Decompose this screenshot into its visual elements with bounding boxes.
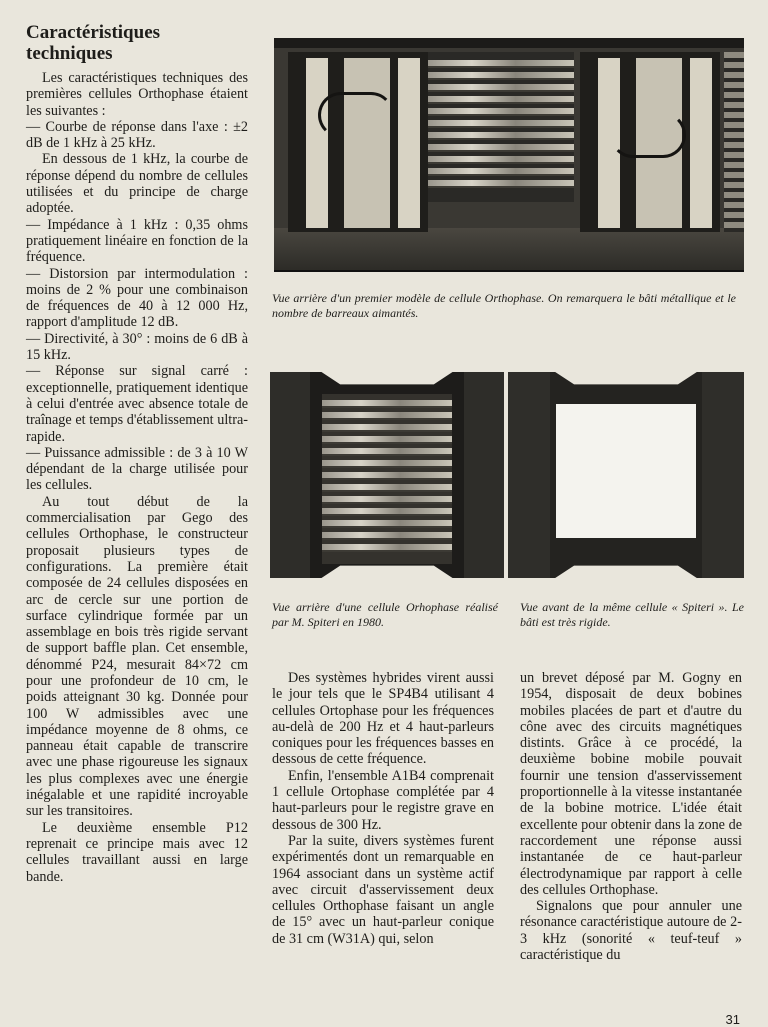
caption-right-photo: Vue avant de la même cellule « Spiteri ». Le bâti est très rigide.: [520, 600, 744, 629]
photo-spiteri-rear: [270, 372, 504, 578]
paragraph: Au tout début de la commercialisation par Gego des cellules Orthophase, le constructeur proposait plusieurs types de configurations. La première était composée de 24 cellules disposées en arc de cercle sur une portion de surface cylindrique formée par un assemblage en bois très rigide servant de support baffle plan. Cet ensemble, dénommé P24, mesurait 84×72 cm pour une profondeur de 10 cm, le poids atteignant 30 kg. Donnée pour 100 W admissibles avec une impédance moyenne de 8 ohms, ce panneau était capable de transcrire avec une phase rigoureuse les signaux les plus complexes avec une énergie inégalable et une rapidité incroyable sur les transitoires.: [26, 493, 248, 820]
caption-top-photo: Vue arrière d'un premier modèle de cellule Orthophase. On remarquera le bâti métallique et le nombre de barreaux aimantés.: [272, 291, 736, 320]
column-1: [26, 22, 248, 885]
photo-spiteri-front: [508, 372, 744, 578]
paragraph: Le deuxième ensemble P12 reprenait ce principe mais avec 12 cellules travaillant aussi en large bande.: [26, 819, 248, 885]
paragraph: Enfin, l'ensemble A1B4 comprenait 1 cellule Ortophase complétée par 4 haut-parleurs pour le registre grave en dessous de 300 Hz.: [272, 767, 494, 833]
paragraph: — Distorsion par intermodulation : moins de 2 % pour une combinaison de fréquences de 40 à 12 000 Hz, rapport d'amplitude 12 dB.: [26, 265, 248, 331]
column-2: [272, 670, 494, 947]
paragraph: Des systèmes hybrides virent aussi le jour tels que le SP4B4 utilisant 4 cellules Ortophase pour les fréquences au-delà de 200 Hz et 4 haut-parleurs coniques pour les fréquences basses en dessous de cette fréquence.: [272, 670, 494, 768]
paragraph: — Puissance admissible : de 3 à 10 W dépendant de la charge utilisée pour les cellules.: [26, 444, 248, 494]
page-number: 31: [725, 1012, 740, 1027]
paragraph: En dessous de 1 kHz, la courbe de réponse dépend du nombre de cellules utilisées et du principe de charge adoptée.: [26, 151, 248, 217]
paragraph: Par la suite, divers systèmes furent expérimentés dont un remarquable en 1964 associant dans un système actif avec circuit d'asservissement deux cellules Orthophase faisant un angle de 15° avec un haut-parleur conique de 31 cm (W31A) qui, selon: [272, 832, 494, 947]
paragraph: Signalons que pour annuler une résonance caractéristique autoure de 2-3 kHz (sonorité « teuf-teuf » caractéristique du: [520, 898, 742, 964]
caption-left-photo: Vue arrière d'une cellule Orhophase réalisé par M. Spiteri en 1980.: [272, 600, 498, 629]
paragraph: — Impédance à 1 kHz : 0,35 ohms pratiquement linéaire en fonction de la fréquence.: [26, 216, 248, 266]
paragraph: — Courbe de réponse dans l'axe : ±2 dB de 1 kHz à 25 kHz.: [26, 118, 248, 152]
paragraph: — Directivité, à 30° : moins de 6 dB à 15 kHz.: [26, 330, 248, 364]
paragraph: Les caractéristiques techniques des premières cellules Orthophase étaient les suivantes :: [26, 70, 248, 119]
column-3: [520, 670, 742, 963]
photo-first-model-rear: [274, 38, 744, 272]
paragraph: — Réponse sur signal carré : exceptionnelle, pratiquement identique à celui d'entrée avec absence totale de traînage et temps d'établissement ultra-rapide.: [26, 363, 248, 445]
section-title: Caractéristiques techniques: [26, 22, 161, 64]
paragraph: un brevet déposé par M. Gogny en 1954, disposait de deux bobines mobiles placées de part et d'autre du cône avec des circuits magnétiques distints. Grâce à ce procédé, la deuxième bobine mobile pouvait fournir une tension d'asservissement proportionnelle à la vitesse instantanée de la bobine motrice. L'idée était excellente pour obtenir dans la zone de raccordement une réponse aussi instantanée de ce haut-parleur électrodynamique par rapport à celle des cellules Orthophase.: [520, 670, 742, 898]
